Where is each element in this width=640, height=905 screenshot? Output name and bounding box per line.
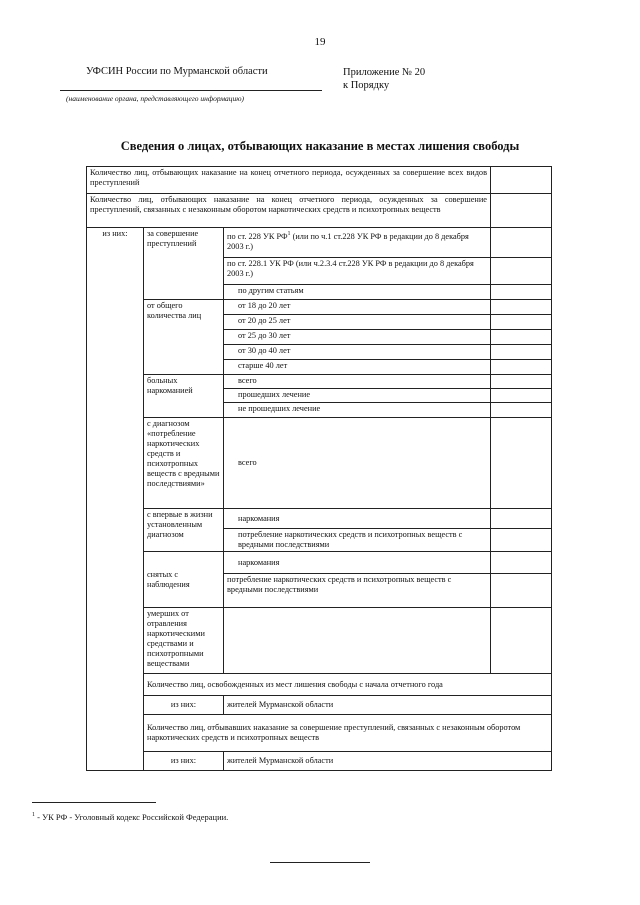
value-cell <box>491 403 552 418</box>
removed-group-label: снятых с наблюдения <box>144 552 224 608</box>
value-cell <box>491 258 552 285</box>
first-diagnosis-group-label: с впервые в жизни установленным диагнозом <box>144 509 224 552</box>
sick-total-label: всего <box>224 375 491 389</box>
value-cell <box>491 574 552 608</box>
removed-addiction-label: наркомания <box>224 552 491 574</box>
sick-group-label: больных наркоманией <box>144 375 224 418</box>
value-cell <box>491 608 552 674</box>
document-title: Сведения о лицах, отбывающих наказание в местах лишения свободы <box>120 139 520 153</box>
died-group-label: умерших от отравления наркотическими средствами и психотропными веществами <box>144 608 224 674</box>
appendix-line-1: Приложение № 20 <box>343 67 426 78</box>
value-cell <box>491 529 552 552</box>
crimes-group-label: за совершение преступлений <box>144 228 224 300</box>
bottom-divider <box>270 862 370 863</box>
released-drug-of-them-label: из них: <box>144 752 224 771</box>
statistics-table <box>86 166 552 771</box>
row-total-drug: Количество лиц, отбывающих наказание на конец отчетного периода, осужденных за совершение преступлений, связанных с незаконным оборотом наркотических средств и психотропных веществ <box>87 194 491 228</box>
age-30-40-label: от 30 до 40 лет <box>224 345 491 360</box>
value-cell <box>491 194 552 228</box>
value-cell <box>491 315 552 330</box>
footnote <box>32 812 228 822</box>
crime-228-1-label: по ст. 228.1 УК РФ (или ч.2.3.4 ст.228 УК РФ в редакции до 8 декабря 2003 г.) <box>224 258 491 285</box>
appendix-line-2: к Порядку <box>343 80 390 91</box>
diagnosis-group-label: с диагнозом «потребление наркотических средств и психотропных веществ с вредными последствиями» <box>144 418 224 509</box>
crime-other-label: по другим статьям <box>224 285 491 300</box>
footnote-separator <box>32 802 156 803</box>
first-consumption-label: потребление наркотических средств и психотропных веществ с вредными последствиями <box>224 529 491 552</box>
value-cell <box>491 375 552 389</box>
sick-untreated-label: не прошедших лечение <box>224 403 491 418</box>
value-cell <box>491 300 552 315</box>
empty-cell <box>224 608 491 674</box>
value-cell <box>491 360 552 375</box>
age-20-25-label: от 20 до 25 лет <box>224 315 491 330</box>
organization-caption: (наименование органа, представляющего информацию) <box>66 94 245 103</box>
footnote-mark: 1 <box>287 231 291 237</box>
of-them-label: из них: <box>87 228 144 771</box>
age-25-30-label: от 25 до 30 лет <box>224 330 491 345</box>
diagnosis-total-label: всего <box>224 418 491 509</box>
row-total-all: Количество лиц, отбывающих наказание на конец отчетного периода, осужденных за совершение всех видов преступлений <box>87 167 491 194</box>
value-cell <box>491 389 552 403</box>
appendix-reference <box>343 66 425 92</box>
released-drug-residents-label: жителей Мурманской области <box>224 752 552 771</box>
organization-name: УФСИН России по Мурманской области <box>86 66 268 77</box>
removed-consumption-label: потребление наркотических средств и психотропных веществ с вредными последствиями <box>224 574 491 608</box>
first-addiction-label: наркомания <box>224 509 491 529</box>
age-group-label: от общего количества лиц <box>144 300 224 375</box>
row-released: Количество лиц, освобожденных из мест лишения свободы с начала отчетного года <box>144 674 552 696</box>
value-cell <box>491 330 552 345</box>
value-cell <box>491 552 552 574</box>
footnote-text: - УК РФ - Уголовный кодекс Российской Федерации. <box>35 812 229 822</box>
crime-228-label: по ст. 228 УК $РФ^1$ (или по ч.1 ст.228 УК РФ в редакции до 8 декабря 2003 г.) <box>224 228 491 258</box>
row-released-drug: Количество лиц, отбывавших наказание за совершение преступлений, связанных с незаконным оборотом наркотических средств и психотропных веществ <box>144 715 552 752</box>
age-18-20-label: от 18 до 20 лет <box>224 300 491 315</box>
footnote-mark: 1 <box>32 812 35 819</box>
value-cell <box>491 509 552 529</box>
value-cell <box>491 228 552 258</box>
age-40-plus-label: старше 40 лет <box>224 360 491 375</box>
value-cell <box>491 418 552 509</box>
value-cell <box>491 345 552 360</box>
value-cell <box>491 285 552 300</box>
released-of-them-label: из них: <box>144 696 224 715</box>
organization-underline <box>60 90 322 91</box>
page-number: 19 <box>314 36 326 48</box>
sick-treated-label: прошедших лечение <box>224 389 491 403</box>
released-residents-label: жителей Мурманской области <box>224 696 552 715</box>
value-cell <box>491 167 552 194</box>
